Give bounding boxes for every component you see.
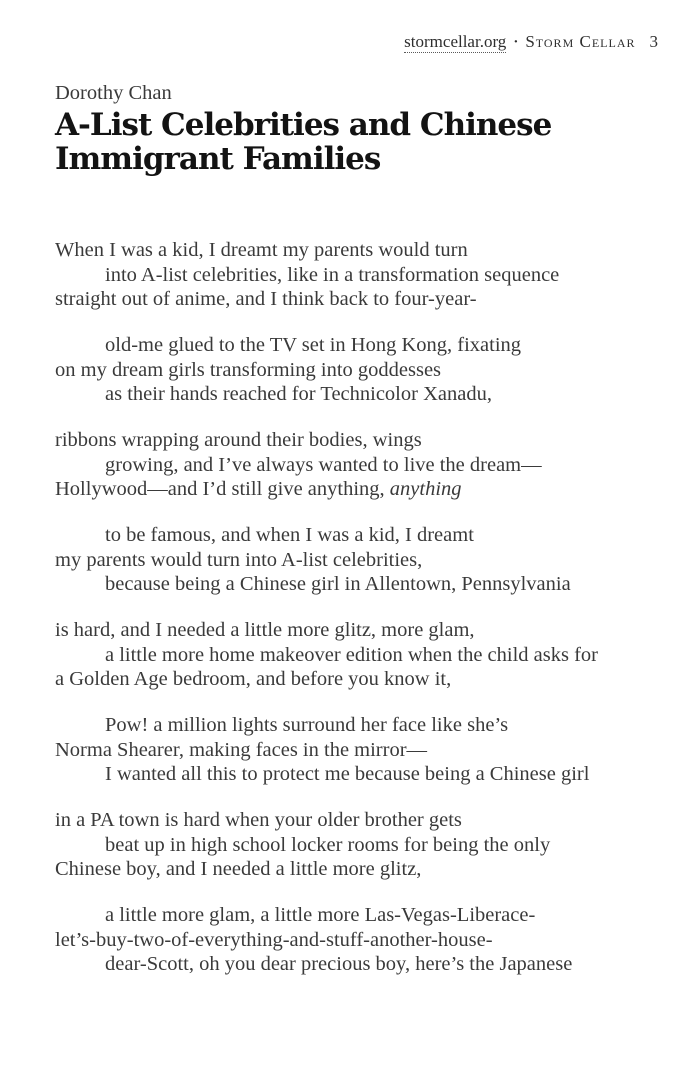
poem-line: ribbons wrapping around their bodies, wings <box>55 429 422 451</box>
magazine-name: Storm Cellar <box>525 32 636 51</box>
poem-line: on my dream girls transforming into goddesses <box>55 358 442 381</box>
author-name: Dorothy Chan <box>55 82 172 104</box>
stanza <box>55 523 658 597</box>
poem-line: Norma Shearer, making faces in the mirror— <box>55 738 428 761</box>
stanza <box>55 238 658 312</box>
poem-body <box>55 238 658 977</box>
poem-line: into A-list celebrities, like in a transformation sequence <box>105 263 560 286</box>
stanza <box>55 428 658 502</box>
title-line-2: Immigrant Families <box>55 141 381 177</box>
italic-text: anything <box>389 478 462 500</box>
stanza <box>55 333 658 407</box>
poem-line: Pow! a million lights surround her face like she’s <box>105 714 509 736</box>
poem-line: a little more glam, a little more Las-Vegas-Liberace- <box>105 904 536 926</box>
poem-line: let’s-buy-two-of-everything-and-stuff-another-house- <box>55 928 493 951</box>
poem-title <box>55 108 658 176</box>
page-header <box>55 31 658 53</box>
poem-line: straight out of anime, and I think back to four-year- <box>55 288 477 310</box>
poem-line: because being a Chinese girl in Allentown, Pennsylvania <box>105 573 571 595</box>
poem-line: as their hands reached for Technicolor Xanadu, <box>105 383 492 405</box>
page-number: 3 <box>649 32 658 51</box>
poem-line: old-me glued to the TV set in Hong Kong, fixating <box>105 334 522 356</box>
poem-line: dear-Scott, oh you dear precious boy, here’s the Japanese <box>105 953 573 975</box>
poem-line: Hollywood—and I’d still give anything, anything <box>55 478 462 500</box>
stanza <box>55 903 658 977</box>
header-separator: · <box>513 34 519 50</box>
site-link[interactable]: stormcellar.org <box>404 32 507 51</box>
stanza <box>55 808 658 882</box>
poem-line: When I was a kid, I dreamt my parents would turn <box>55 239 468 261</box>
poem-line: growing, and I’ve always wanted to live the dream— <box>105 453 542 476</box>
poem-line: my parents would turn into A-list celebrities, <box>55 548 423 571</box>
title-line-1: A-List Celebrities and Chinese <box>55 107 552 143</box>
poem-line: to be famous, and when I was a kid, I dreamt <box>105 524 474 546</box>
poem-line: a little more home makeover edition when the child asks for <box>105 643 598 666</box>
poem-line: Chinese boy, and I needed a little more glitz, <box>55 858 422 880</box>
poem-line: is hard, and I needed a little more glitz, more glam, <box>55 619 475 641</box>
stanza <box>55 618 658 692</box>
stanza <box>55 713 658 787</box>
poem-line: I wanted all this to protect me because being a Chinese girl <box>105 763 590 785</box>
poem-line: in a PA town is hard when your older brother gets <box>55 809 462 831</box>
poem-line: a Golden Age bedroom, and before you know it, <box>55 668 452 690</box>
poem-line: beat up in high school locker rooms for being the only <box>105 833 551 856</box>
